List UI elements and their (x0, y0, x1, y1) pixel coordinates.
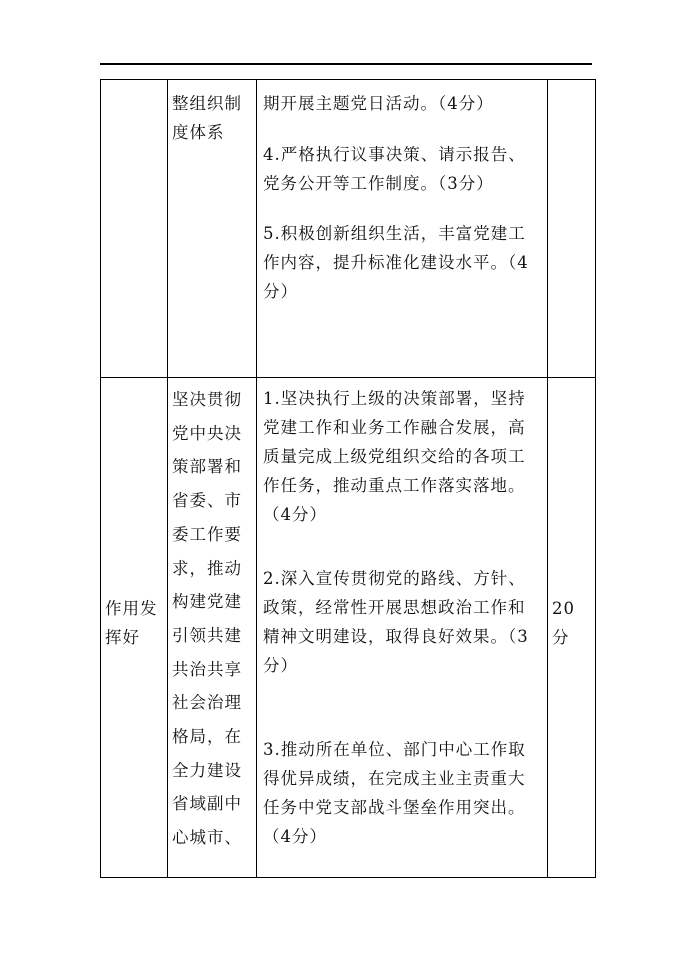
category-line: 挥好 (105, 628, 140, 647)
cell-line: 作内容，提升标准化建设水平。（4 (263, 253, 529, 272)
cell-line: 构建党建 (172, 592, 242, 612)
table-row-divider (100, 377, 596, 378)
cell-line: 党中央决 (172, 423, 242, 443)
row1-col2-cell (172, 89, 242, 147)
row1-item-1 (263, 140, 526, 198)
cell-line: 社会治理 (172, 693, 242, 713)
cell-line: 格局，在 (172, 727, 242, 747)
cell-line: 党建工作和业务工作融合发展，高 (263, 418, 526, 437)
cell-line: 委工作要 (172, 524, 242, 544)
cell-line: 4.严格执行议事决策、请示报告、 (263, 145, 526, 164)
cell-line: 任务中党支部战斗堡垒作用突出。 (263, 798, 526, 817)
cell-line: 策部署和 (172, 457, 242, 477)
cell-line: （4分） (263, 827, 327, 846)
table-right-border (595, 79, 596, 878)
cell-line: 作任务，推动重点工作落实落地。 (263, 476, 526, 495)
table-top-border (100, 79, 596, 80)
cell-line: 政策，经常性开展思想政治工作和 (263, 598, 526, 617)
row2-category-cell (105, 594, 158, 652)
cell-line: 全力建设 (172, 760, 242, 780)
table-bottom-border (100, 877, 596, 878)
cell-line: 1.坚决执行上级的决策部署，坚持 (263, 389, 526, 408)
row2-item-1 (263, 564, 529, 680)
score-unit: 分 (552, 628, 570, 647)
cell-line: 坚决贯彻 (172, 390, 242, 409)
cell-line: 整组织制 (172, 94, 242, 113)
cell-line: 度体系 (172, 123, 225, 142)
cell-line: 省域副中 (172, 794, 242, 814)
table-left-border (100, 79, 101, 878)
cell-line: 共治共享 (172, 659, 242, 679)
table-col-divider-2 (256, 79, 257, 878)
cell-line: 省委、市 (172, 491, 242, 511)
row2-score-cell (552, 594, 575, 652)
cell-line: 引领共建 (172, 625, 242, 645)
row2-item-2 (263, 735, 526, 851)
score-value: 20 (552, 599, 575, 618)
cell-line: 分） (263, 656, 298, 675)
cell-line: （4分） (263, 505, 327, 524)
cell-line: 2.深入宣传贯彻党的路线、方针、 (263, 569, 526, 588)
row2-item-0 (263, 384, 526, 529)
cell-line: 期开展主题党日活动。（4分） (263, 94, 494, 113)
cell-line: 得优异成绩，在完成主业主责重大 (263, 769, 526, 788)
row2-col2-cell (172, 383, 242, 855)
cell-line: 心城市、 (172, 828, 242, 848)
table-col-divider-3 (547, 79, 548, 878)
cell-line: 党务公开等工作制度。（3分） (263, 174, 494, 193)
cell-line: 精神文明建设，取得良好效果。（3 (263, 627, 529, 646)
cell-line: 5.积极创新组织生活，丰富党建工 (263, 224, 526, 243)
row1-item-0 (263, 89, 494, 118)
row1-item-2 (263, 219, 529, 306)
category-line: 作用发 (105, 599, 158, 618)
table-col-divider-1 (167, 79, 168, 878)
cell-line: 质量完成上级党组织交给的各项工 (263, 447, 526, 466)
cell-line: 求，推动 (172, 558, 242, 578)
cell-line: 3.推动所在单位、部门中心工作取 (263, 740, 526, 759)
header-rule (100, 63, 592, 65)
cell-line: 分） (263, 282, 298, 301)
